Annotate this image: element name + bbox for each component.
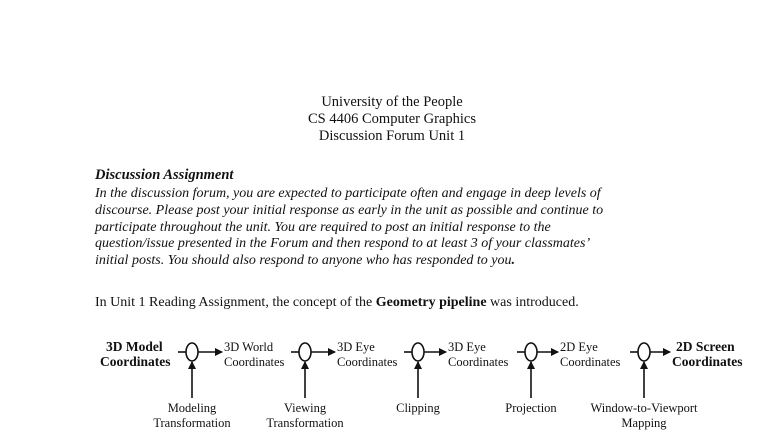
transform-label-line1: Clipping: [396, 401, 440, 415]
assignment-final-period: .: [511, 253, 516, 269]
stage-label-line1: 2D Screen: [676, 339, 735, 354]
stage-label-line2: Coordinates: [448, 355, 509, 369]
stage-label-line1: 3D Model: [106, 339, 163, 354]
stage-label-line2: Coordinates: [224, 355, 285, 369]
assignment-line: discourse. Please post your initial response as early in the unit as possible and continue to: [95, 202, 604, 218]
transform-node-circle: [412, 343, 424, 361]
assignment-heading: Discussion Assignment: [95, 167, 234, 183]
forum-title: Discussion Forum Unit 1: [318, 128, 466, 144]
transform-label-line2: Transformation: [266, 416, 344, 430]
intro-text-after: was introduced.: [486, 295, 579, 310]
transform-node-circle: [525, 343, 537, 361]
course-title: CS 4406 Computer Graphics: [308, 111, 476, 127]
stage-label-line1: 3D Eye: [337, 340, 375, 354]
stage-label-line2: Coordinates: [672, 354, 743, 369]
assignment-line: In the discussion forum, you are expected to participate often and engage in deep levels of: [95, 186, 601, 201]
transform-node-circle: [186, 343, 198, 361]
assignment-line: question/issue presented in the Forum and then respond to at least 3 of your classmates’: [95, 236, 591, 252]
intro-bold-term: Geometry pipeline: [375, 295, 487, 310]
stage-label-line1: 2D Eye: [560, 340, 598, 354]
stage-label-line1: 3D Eye: [448, 340, 486, 354]
transform-node-circle: [299, 343, 311, 361]
assignment-line: participate throughout the unit. You are required to post an initial response to the: [95, 219, 551, 235]
university-name: University of the People: [321, 94, 463, 110]
intro-text-before: In Unit 1 Reading Assignment, the concept of the: [95, 295, 376, 310]
stage-label-line2: Coordinates: [100, 354, 171, 369]
transform-label-line1: Modeling: [167, 401, 217, 415]
stage-label-line2: Coordinates: [337, 355, 398, 369]
transform-node-circle: [638, 343, 650, 361]
transform-label-line2: Transformation: [153, 416, 231, 430]
transform-label-line1: Window-to-Viewport: [590, 401, 698, 415]
stage-label-line1: 3D World: [224, 340, 274, 354]
transform-label-line1: Viewing: [283, 401, 327, 415]
transform-label-line2: Mapping: [621, 416, 667, 430]
stage-label-line2: Coordinates: [560, 355, 621, 369]
assignment-line-text: initial posts. You should also respond to anyone who has responded to you: [95, 253, 512, 269]
transform-label-line1: Projection: [505, 401, 557, 415]
